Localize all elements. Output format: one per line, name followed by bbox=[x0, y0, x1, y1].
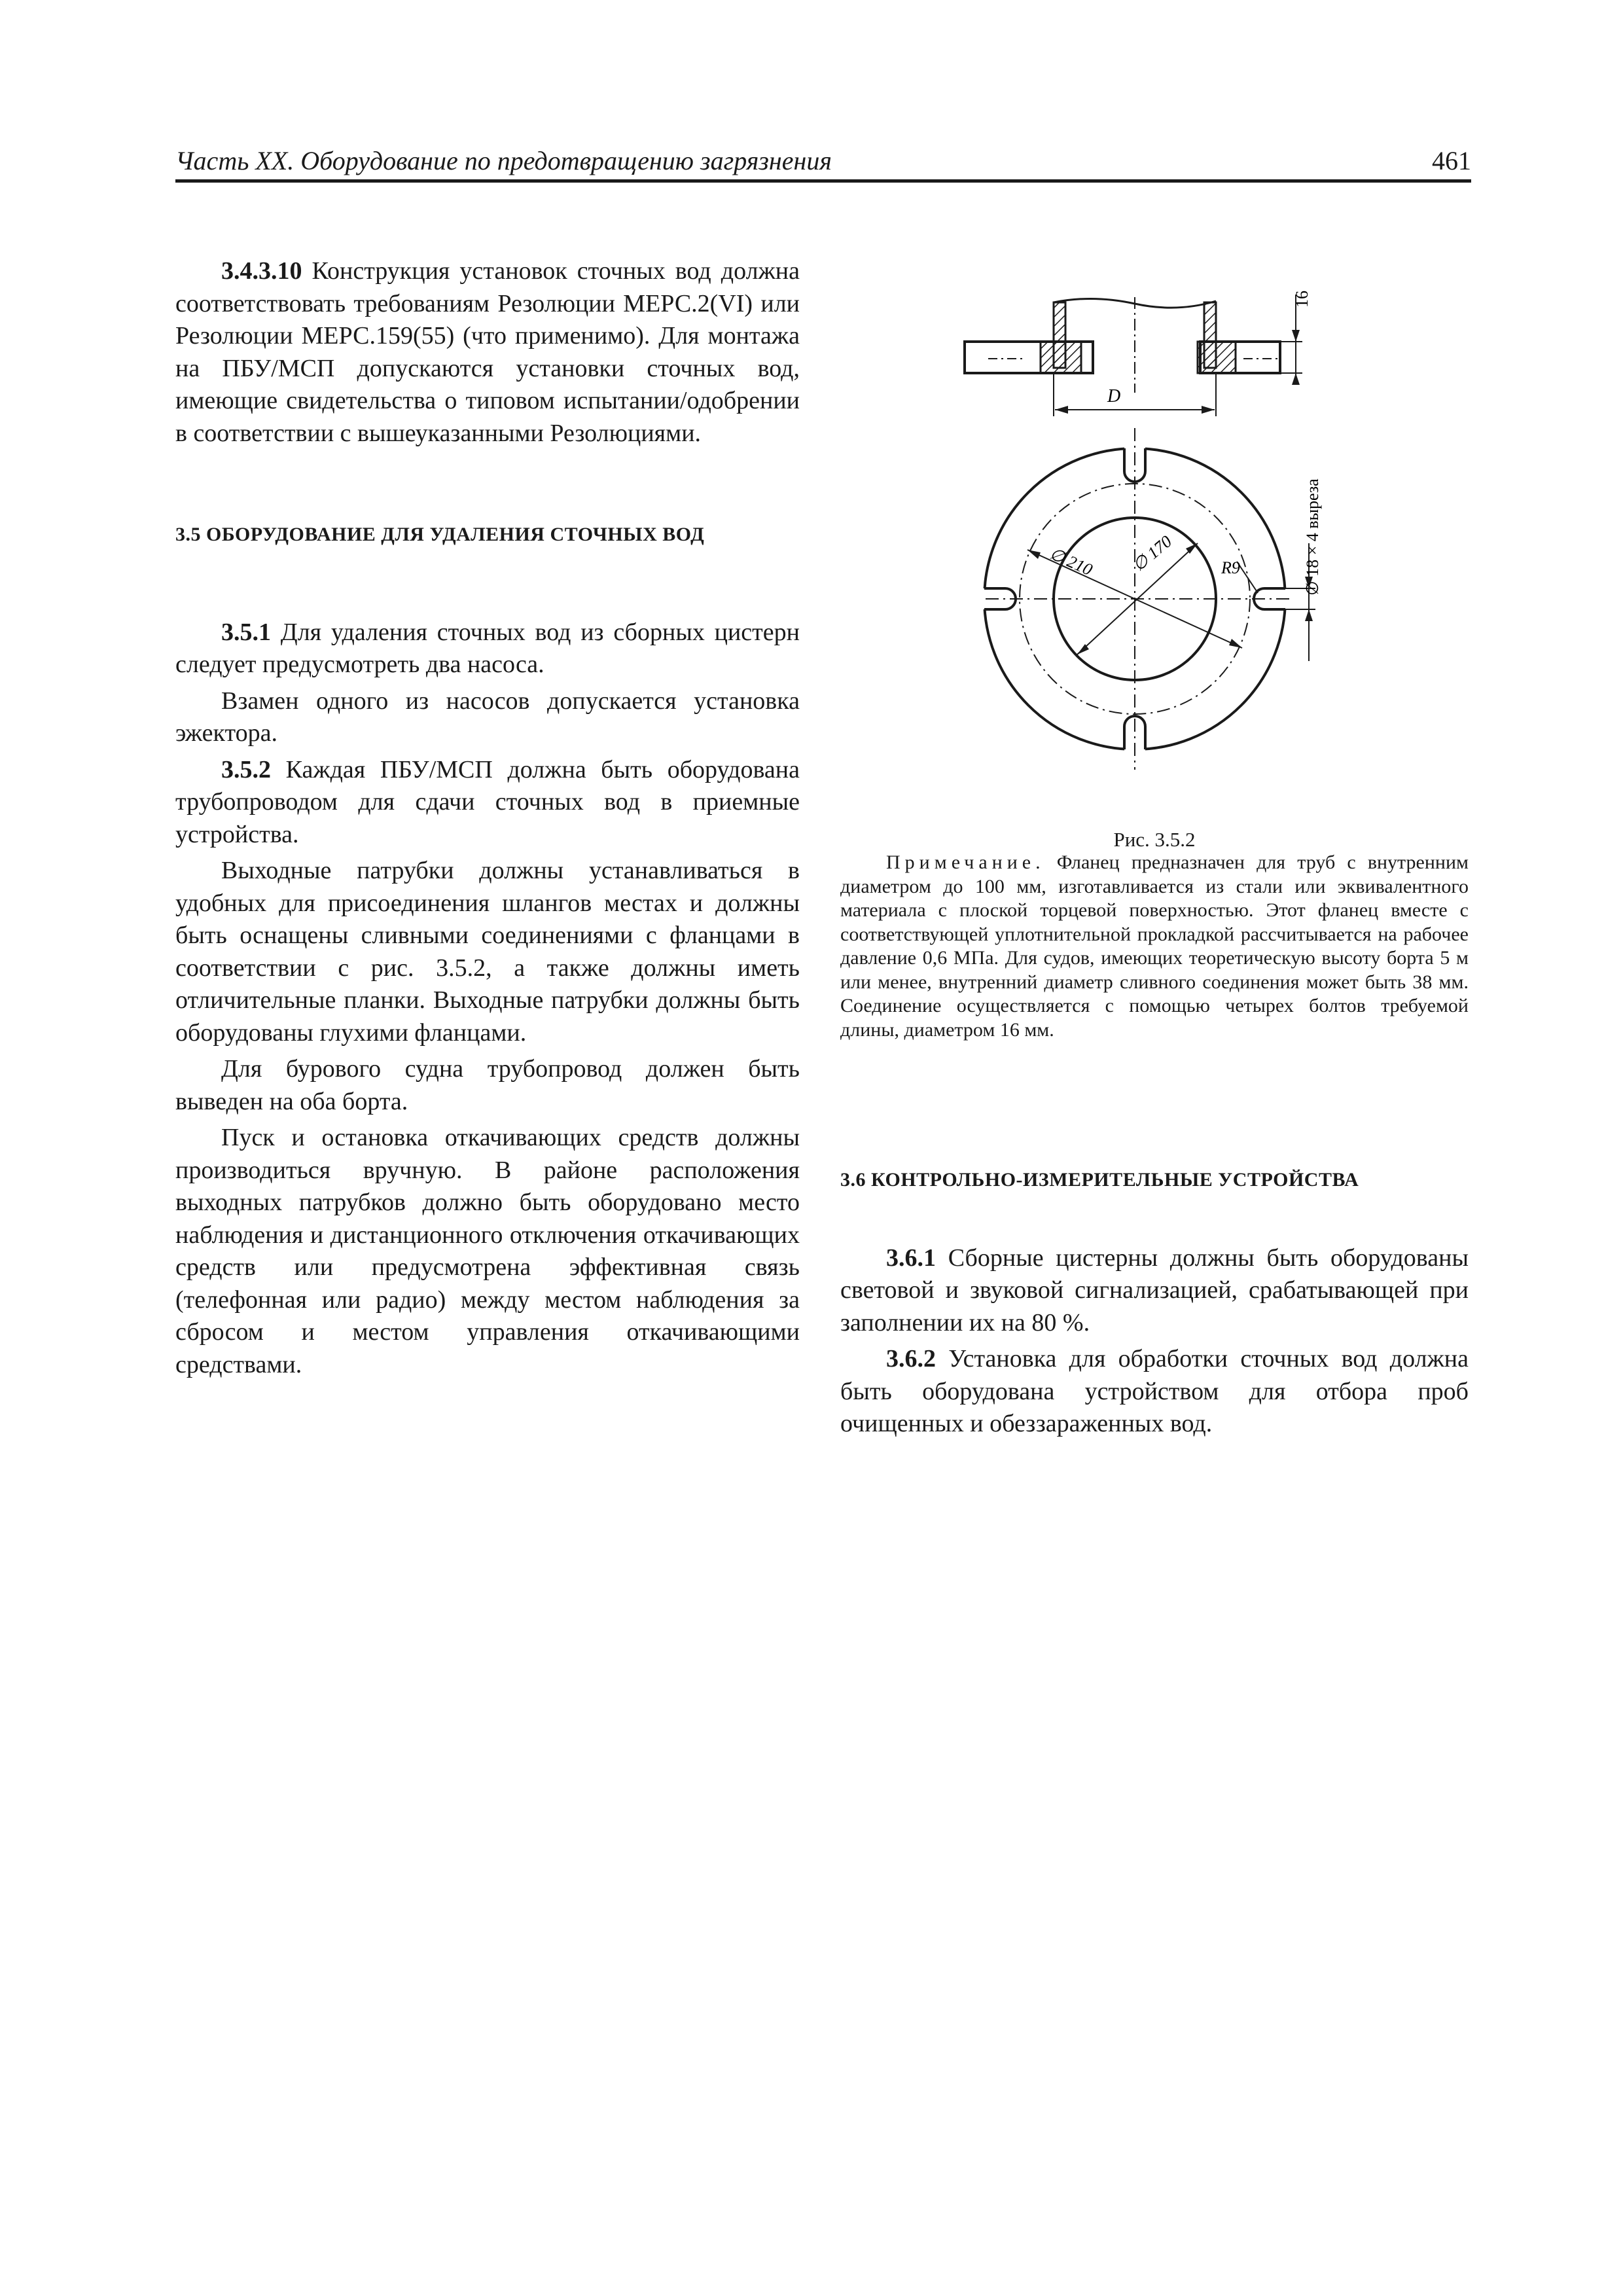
clause-number: 3.5.2 bbox=[221, 755, 271, 783]
flange-plan-view bbox=[983, 428, 1322, 770]
clause-number: 3.6.2 bbox=[886, 1345, 936, 1372]
clause-number: 3.4.3.10 bbox=[221, 257, 302, 285]
radius-label: R9 bbox=[1221, 558, 1240, 577]
section-heading-3-5: 3.5 ОБОРУДОВАНИЕ ДЛЯ УДАЛЕНИЯ СТОЧНЫХ ВОД bbox=[175, 524, 705, 545]
paragraph-3-6-1 bbox=[840, 1242, 1469, 1340]
paragraph-pump-control: Пуск и остановка откачивающих средств должны производиться вручную. В районе расположения выходных патрубков должно быть оборудовано место наблюдения и дистанционного отключения откачивающих средств или предусмотрена эффективная связь (телефонная или радио) между местом наблюдения за сбросом и местом управления откачивающими средствами. bbox=[175, 1124, 800, 1378]
paragraph-text: Для удаления сточных вод из сборных цистерн следует предусмотреть два насоса. bbox=[175, 618, 800, 678]
figure-caption: Рис. 3.5.2 bbox=[1113, 828, 1196, 851]
section-heading-3-6: 3.6 КОНТРОЛЬНО-ИЗМЕРИТЕЛЬНЫЕ УСТРОЙСТВА bbox=[840, 1169, 1359, 1191]
note-text: Фланец предназначен для труб с внутренним диаметром до 100 мм, изготавливается из стали или эквивалентного материала с плоской торцевой поверхностью. Этот фланец вместе с соответствующей уплотнительной прокладкой рассчитывается на рабочее давление 0,6 МПа. Для судов, имеющих теоретическую высоту борта 5 м или менее, внутренний диаметр сливного соединения может быть 38 мм. Соединение осуществляется с помощью четырех болтов требуемой длины, диаметром 16 мм. bbox=[840, 852, 1469, 1041]
running-title: Часть XX. Оборудование по предотвращению загрязнения bbox=[175, 146, 832, 175]
bolt-circle-label: ∅ 170 bbox=[1129, 531, 1176, 575]
flange-drawing bbox=[962, 288, 1329, 779]
paragraph-text: Конструкция установок сточных вод должна соответствовать требованиям Резолюции МЕРС.2(VI) или Резолюции МЕРС.159(55) (что применимо). Для монтажа на ПБУ/МСП допускаются установки сточных вод, имеющие свидетельства о типовом испытании/одобрении в соответствии с вышеуказанными Резолюциями. bbox=[175, 257, 800, 447]
paragraph-3-5-1 bbox=[175, 617, 800, 681]
paragraph-outlets: Выходные патрубки должны устанавливаться в удобных для присоединения шлангов местах и должны быть оснащены сливными соединениями с фланцами в соответствии с рис. 3.5.2, а также должны иметь отличительные планки. Выходные патрубки должны быть оборудованы глухими фланцами. bbox=[175, 857, 800, 1047]
flange-section-view bbox=[965, 291, 1311, 416]
figure-note bbox=[840, 851, 1469, 1042]
paragraph-3-4-3-10 bbox=[175, 255, 800, 450]
thickness-label: 16 bbox=[1293, 291, 1311, 308]
paragraph-3-5-2 bbox=[175, 754, 800, 852]
clause-number: 3.6.1 bbox=[886, 1244, 936, 1272]
clause-number: 3.5.1 bbox=[221, 618, 271, 646]
paragraph-drill-ship: Для бурового судна трубопровод должен быть выведен на оба борта. bbox=[175, 1055, 800, 1115]
outer-diameter-label: ∅ 210 bbox=[1046, 543, 1096, 580]
diameter-d-label: D bbox=[1107, 386, 1121, 406]
paragraph-ejector: Взамен одного из насосов допускается установка эжектора. bbox=[175, 687, 800, 747]
page-header bbox=[175, 145, 1471, 183]
paragraph-3-6-2 bbox=[840, 1343, 1469, 1441]
right-column bbox=[840, 1164, 1469, 1441]
note-label: Примечание. bbox=[886, 852, 1045, 873]
left-column bbox=[175, 255, 800, 1381]
paragraph-text: Сборные цистерны должны быть оборудованы световой и звуковой сигнализацией, срабатывающей при заполнении их на 80 %. bbox=[840, 1244, 1469, 1336]
paragraph-text: Установка для обработки сточных вод должна быть оборудована устройством для отбора проб очищенных и обеззараженных вод. bbox=[840, 1345, 1469, 1437]
slot-label: ∅ 18 × 4 выреза bbox=[1303, 478, 1322, 596]
page-number: 461 bbox=[1432, 146, 1471, 175]
paragraph-text: Каждая ПБУ/МСП должна быть оборудована трубопроводом для сдачи сточных вод в приемные устройства. bbox=[175, 755, 800, 848]
